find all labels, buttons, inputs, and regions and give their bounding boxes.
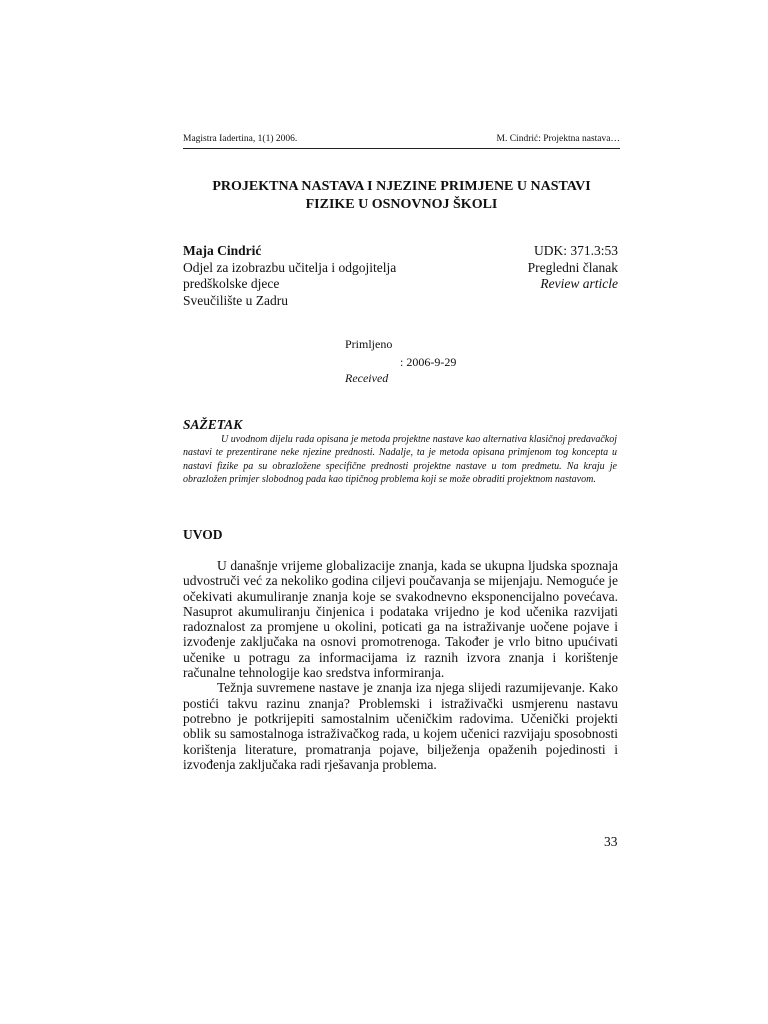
affiliation-line-1: Odjel za izobrazbu učitelja i odgojitelja	[183, 259, 397, 275]
received-date: : 2006-9-29	[400, 355, 457, 369]
article-type-en: Review article	[540, 276, 618, 291]
paragraph: Težnja suvremene nastave je znanja iza njega slijedi razumijevanje. Kako postići takvu razinu znanja? Problemski i istraživački usmjerenu nastavu potrebno je potkrijepiti samostalnim učeničkim radovima. Učenički projekti oblik su samostalnoga istraživačkog rada, u kojem učenici razvijaju sposobnosti korištenja literature, promatranja pojave, bilježenja opaženih pojedinosti i izvođenja zaključaka radi rješavanja problema.	[183, 680, 618, 772]
journal-citation: Magistra Iadertina, 1(1) 2006.	[183, 134, 298, 144]
udk-code: UDK: 371.3:53	[534, 243, 618, 258]
received-label-en: Received	[345, 371, 389, 385]
received-block	[345, 336, 456, 386]
abstract-heading: SAŽETAK	[183, 417, 243, 432]
body-text	[183, 558, 618, 772]
article-meta	[440, 243, 618, 293]
affiliation-line-3: Sveučilište u Zadru	[183, 292, 288, 308]
running-header	[183, 134, 620, 149]
author-block	[183, 243, 443, 309]
paragraph: U današnje vrijeme globalizacije znanja, kada se ukupna ljudska spoznaja udvostruči već za nekoliko godina ciljevi poučavanja se mijenjaju. Nemoguće je očekivati akumuliranje znanja koje se svakodnevno eksponencijalno povećava. Nasuprot akumuliranju činjenica i podataka vrijedno je kod učenika razvijati radoznalost za promjene u okolini, poticati ga na istraživanje uočene pojave i izvođenje zaključaka na osnovi promotrenoga. Također je vrlo bitno upućivati učenike u potragu za informacijama iz raznih izvora znanja i korištenje računalne tehnologije kao sredstva informiranja.	[183, 558, 618, 681]
article-title	[183, 178, 620, 214]
affiliation-line-2: predškolske djece	[183, 276, 280, 291]
article-title-line-2: FIZIKE U OSNOVNOJ ŠKOLI	[305, 197, 498, 212]
page-number: 33	[604, 834, 618, 849]
section-heading: UVOD	[183, 527, 223, 542]
article-title-line-1: PROJEKTNA NASTAVA I NJEZINE PRIMJENE U NASTAVI	[212, 179, 591, 194]
author-name: Maja Cindrić	[183, 243, 262, 258]
article-type-hr: Pregledni članak	[527, 259, 618, 275]
short-title: M. Cindrić: Projektna nastava…	[496, 134, 620, 144]
abstract-text: U uvodnom dijelu rada opisana je metoda projektne nastave kao alternativa klasičnoj predavačkoj nastavi te prezentirane neke njezine prednosti. Nadalje, ta je metoda opisana primjenom tog koncepta u nastavi fizike pa su obrazložene specifične prednosti projektne nastave u tom predmetu. Na kraju je obrazložen primjer slobodnog pada kao tipičnog problema koji se može obraditi projektnom nastavom.	[183, 434, 617, 486]
received-label-hr: Primljeno	[345, 337, 393, 351]
